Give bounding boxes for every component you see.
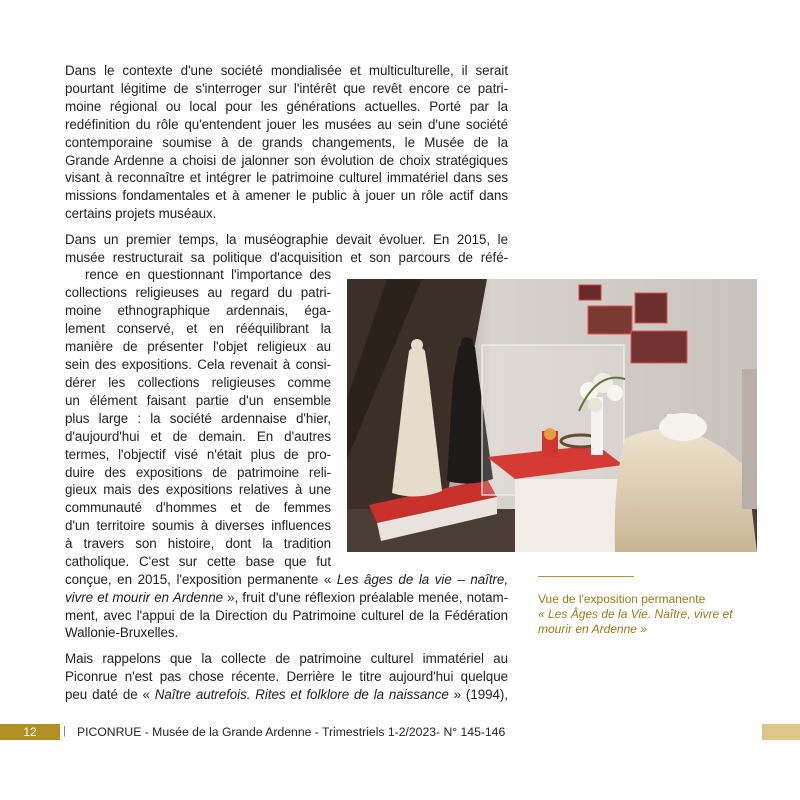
exhibition-photo bbox=[347, 279, 757, 552]
text-line: moine régional ou local pour les générations actuelles. Porté par la bbox=[65, 99, 508, 114]
text-line: communauté d'hommes et de femmes bbox=[65, 500, 331, 515]
photo-caption: Vue de l'exposition permanente bbox=[538, 592, 706, 606]
text-line: pourtant légitime de s'interroger sur l'intérêt que revêt encore ce patri- bbox=[65, 81, 508, 96]
text-line: Dans le contexte d'une société mondialisée et multiculturelle, il serait bbox=[65, 63, 508, 78]
text-line: redéfinition du rôle qu'entendent jouer les musées au sein d'une société bbox=[65, 117, 508, 132]
text-line: plus large : la société ardennaise d'hier, bbox=[65, 411, 331, 426]
caption-rule bbox=[538, 576, 634, 577]
text-line: certains projets muséaux. bbox=[65, 206, 217, 221]
text-line: Mais rappelons que la collecte de patrimoine culturel immatériel au bbox=[65, 651, 508, 666]
text-line: rence en questionnant l'importance des bbox=[85, 267, 331, 282]
text-line: sein des expositions. Cela revenait à consi- bbox=[65, 357, 331, 372]
text-line: vivre et mourir en Ardenne », fruit d'une réflexion préalable menée, notam- bbox=[65, 590, 508, 605]
text-line: ment, avec l'appui de la Direction du Patrimoine culturel de la Fédération bbox=[65, 608, 508, 623]
text-line: d'aujourd'hui et de demain. En d'autres bbox=[65, 429, 331, 444]
text-line: Piconrue n'est pas chose récente. Derrière le titre aujourd'hui quelque bbox=[65, 669, 508, 684]
text-line: duire des expositions de patrimoine reli- bbox=[65, 465, 331, 480]
text-line: visant à reconnaître et intégrer le patrimoine culturel immatériel dans ses bbox=[65, 170, 508, 185]
footer-title: PICONRUE - Musée de la Grande Ardenne - Trimestriels 1-2/2023- N° 145-146 bbox=[77, 725, 506, 739]
page-number: 12 bbox=[0, 724, 60, 740]
photo-caption: mourir en Ardenne » bbox=[538, 622, 647, 636]
text-line: peu daté de « Naître autrefois. Rites et folklore de la naissance » (1994), bbox=[65, 687, 508, 702]
text-line: contemporaine soumise à de grands changements, le Musée de la bbox=[65, 135, 508, 150]
text-line: missions fondamentales et à amener le public à jouer un rôle actif dans bbox=[65, 188, 508, 203]
text-line: d'un territoire soumis à diverses influences bbox=[65, 518, 331, 533]
text-line: musée restructurait sa politique d'acquisition et son parcours de réfé- bbox=[65, 250, 508, 265]
text-line: à travers son histoire, dont la tradition bbox=[65, 536, 331, 551]
text-line: un élément faisant partie d'un ensemble bbox=[65, 393, 331, 408]
text-line: termes, l'objectif visé n'était plus de pro- bbox=[65, 447, 331, 462]
text-line: lement conservé, et en rééquilibrant la bbox=[65, 321, 331, 336]
text-line: gieux mais des expositions relatives à une bbox=[65, 482, 331, 497]
text-line: catholique. C'est sur cette base que fut bbox=[65, 554, 331, 569]
text-line: conçue, en 2015, l'exposition permanente « Les âges de la vie – naître, bbox=[65, 572, 508, 587]
text-line: moine ethnographique ardennais, éga- bbox=[65, 303, 331, 318]
text-line: Wallonie-Bruxelles. bbox=[65, 625, 179, 640]
text-line: manière de présenter l'objet religieux au bbox=[65, 339, 331, 354]
footer-bar bbox=[762, 724, 800, 740]
text-line: Grande Ardenne a choisi de jalonner son évolution de choix stratégiques bbox=[65, 153, 508, 168]
text-line: Dans un premier temps, la muséographie devait évoluer. En 2015, le bbox=[65, 232, 508, 247]
footer-separator: | bbox=[63, 725, 66, 737]
photo-caption: « Les Âges de la Vie. Naître, vivre et bbox=[538, 607, 733, 621]
text-line: collections religieuses au regard du patri- bbox=[65, 285, 331, 300]
text-line: dérer les collections religieuses comme bbox=[65, 375, 331, 390]
